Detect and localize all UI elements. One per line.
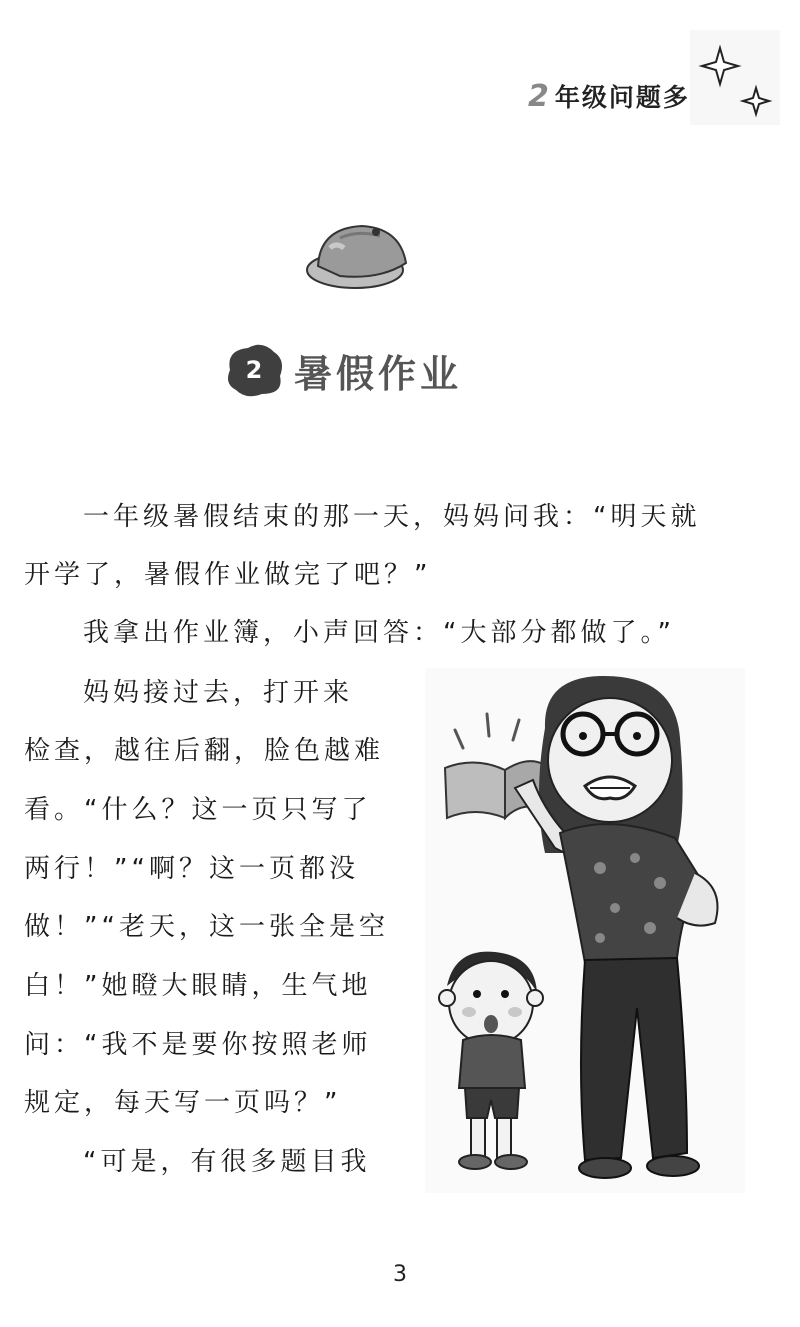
chapter-number-badge <box>222 340 286 400</box>
chapter-heading <box>222 335 462 405</box>
page-number: 3 <box>393 1262 407 1287</box>
running-header-title: 年级问题多 <box>554 83 690 112</box>
body-line: 妈妈接过去，打开来 <box>83 678 354 708</box>
sparkle-decoration-icon <box>690 30 780 125</box>
body-line: 看。“什么？这一页只写了 <box>24 795 372 825</box>
cap-illustration <box>300 208 420 303</box>
body-line: 规定，每天写一页吗？” <box>24 1088 342 1118</box>
body-line: 做！”“老天，这一张全是空 <box>24 912 389 942</box>
body-line: 我拿出作业簿，小声回答：“大部分都做了。” <box>83 618 675 648</box>
running-header-number: 2 <box>528 78 549 114</box>
chapter-title: 暑假作业 <box>294 351 463 396</box>
body-line: 两行！”“啊？这一页都没 <box>24 854 359 884</box>
body-line: 检查，越往后翻，脸色越难 <box>24 736 385 766</box>
chapter-number: 2 <box>245 356 263 384</box>
mother-and-boy-illustration <box>425 668 745 1193</box>
body-line: 一年级暑假结束的那一天，妈妈问我：“明天就 <box>83 502 701 532</box>
body-line: 问：“我不是要你按照老师 <box>24 1030 372 1060</box>
running-header <box>528 78 690 114</box>
body-line: 白！”她瞪大眼睛，生气地 <box>24 971 372 1001</box>
body-line: 开学了，暑假作业做完了吧？” <box>24 560 432 590</box>
body-line: “可是，有很多题目我 <box>83 1147 371 1177</box>
